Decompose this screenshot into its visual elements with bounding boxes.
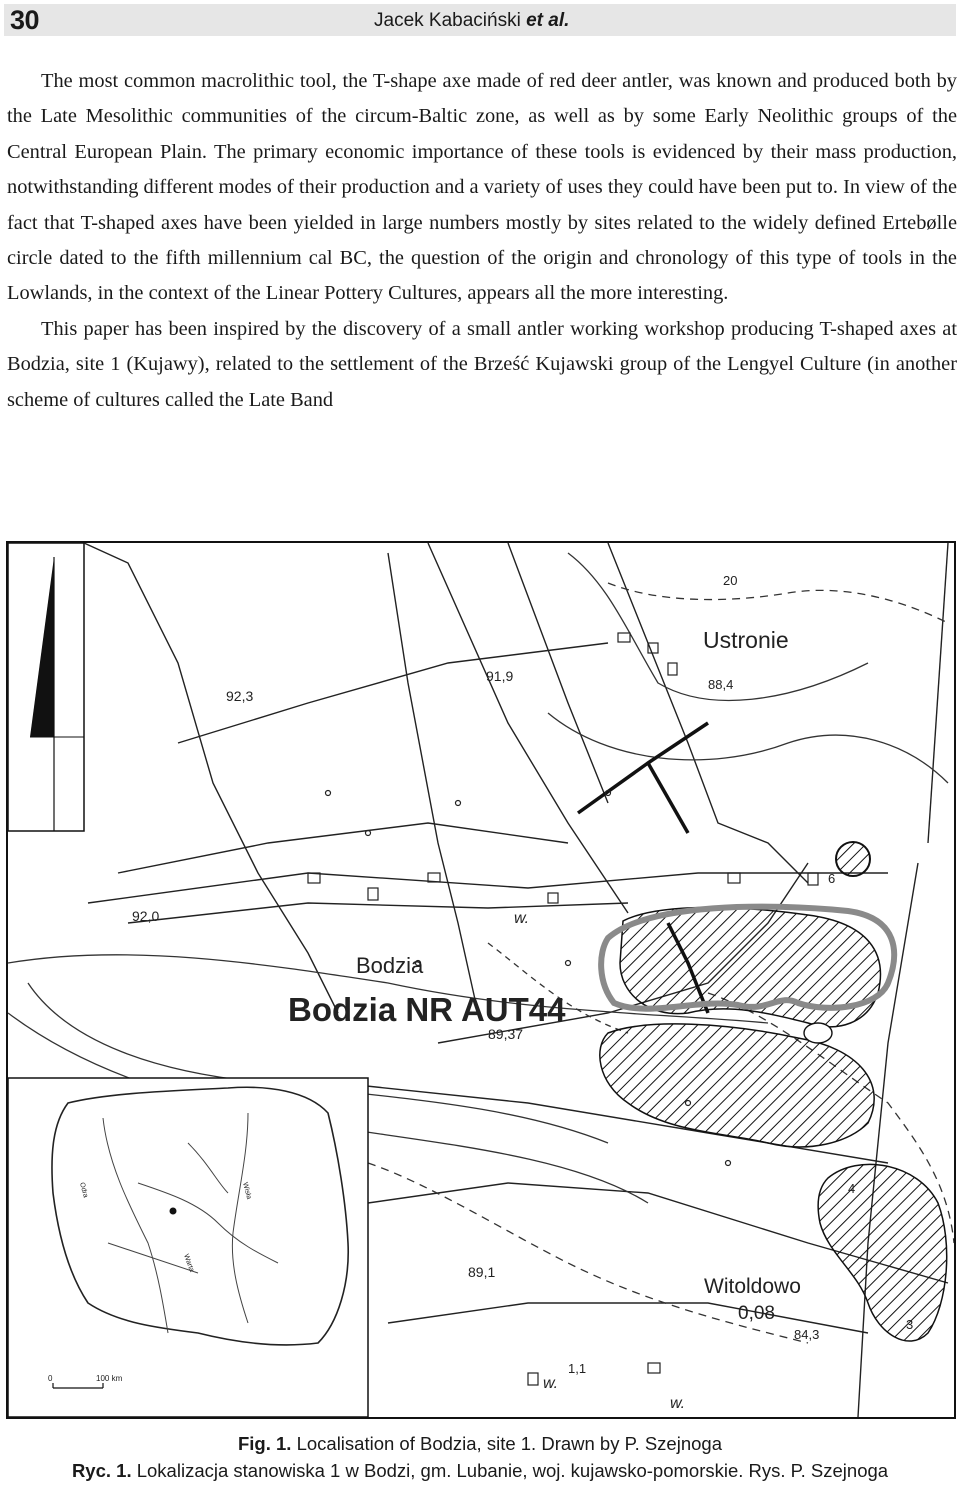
spot-height-91-9: 91,9 xyxy=(486,668,514,684)
figure-caption-polish xyxy=(0,1460,960,1482)
label-3: 3 xyxy=(906,1317,914,1332)
inset-river-wisla: Wisła xyxy=(241,1181,253,1201)
label-6: 6 xyxy=(828,871,836,886)
fig-caption-text: Localisation of Bodzia, site 1. Drawn by P. Szejnoga xyxy=(296,1433,722,1454)
inset-river-odra: Odra xyxy=(78,1181,89,1199)
fig-label: Fig. 1. xyxy=(237,1433,292,1454)
page-number: 30 xyxy=(10,5,40,35)
label-w-bodzia: w. xyxy=(514,910,530,927)
ryc-label: Ryc. 1. xyxy=(71,1460,132,1481)
paragraph-2: This paper has been inspired by the discovery of a small antler working workshop producing T-shaped axes at Bodzia, site 1 (Kujawy), related to the settlement of the Brześć Kujawski group of the Lengyel Culture (in another scheme of cultures called the Late Band xyxy=(7,317,957,411)
body-text xyxy=(7,64,957,418)
spot-height-89-1: 89,1 xyxy=(468,1264,496,1280)
inset-scale-start: 0 xyxy=(48,1374,53,1383)
location-map-figure xyxy=(6,541,956,1419)
inset-map-poland xyxy=(8,1078,368,1417)
site-label-bodzia-aut44: Bodzia NR AUT44 xyxy=(288,991,566,1028)
figure-caption-english xyxy=(0,1433,960,1455)
label-w-southeast: w. xyxy=(670,1395,686,1412)
archaeological-sites xyxy=(600,842,947,1341)
running-header xyxy=(4,4,956,36)
label-w-south: w. xyxy=(543,1375,559,1392)
spot-height-92-0: 92,0 xyxy=(132,908,160,924)
running-head-author: Jacek Kabaciński et al. xyxy=(374,10,570,31)
place-label-ustronie: Ustronie xyxy=(703,627,789,653)
spot-height-92-3: 92,3 xyxy=(226,688,254,704)
paragraph-1: The most common macrolithic tool, the T-shape axe made of red deer antler, was known and produced both by the Late Mesolithic communities of the circum-Baltic zone, as well as by some Early Neolithic groups of the Central European Plain. The primary economic importance of these tools is evidenced by their mass production, notwithstanding different modes of their production and a variety of uses they could have been put to. In view of the fact that T-shaped axes have been yielded in large numbers mostly by sites related to the widely defined Ertebølle circle dated to the fifth millennium cal BC, the question of the origin and chronology of this type of tools in the Lowlands, in the context of the Linear Pottery Cultures, appears all the more interesting. xyxy=(7,70,957,305)
inset-river-warta: Warta xyxy=(182,1253,195,1273)
label-0-08: 0,08 xyxy=(738,1303,775,1324)
inset-scale-end: 100 km xyxy=(96,1374,123,1383)
map-drawing xyxy=(8,543,954,1417)
bodzia-location-dot xyxy=(170,1208,177,1215)
spot-height-88-4: 88,4 xyxy=(708,677,734,692)
spot-height-84-3: 84,3 xyxy=(794,1327,820,1342)
label-20: 20 xyxy=(723,573,738,588)
spot-height-89-37: 89,37 xyxy=(488,1026,524,1042)
place-label-witoldowo: Witoldowo xyxy=(704,1275,801,1298)
label-4: 4 xyxy=(848,1181,856,1196)
place-label-bodzia: Bodzia xyxy=(356,953,424,978)
ryc-caption-text: Lokalizacja stanowiska 1 w Bodzi, gm. Lubanie, woj. kujawsko-pomorskie. Rys. P. Szejnoga xyxy=(136,1460,889,1481)
north-arrow xyxy=(8,543,84,831)
spot-height-1-1: 1,1 xyxy=(568,1361,587,1376)
